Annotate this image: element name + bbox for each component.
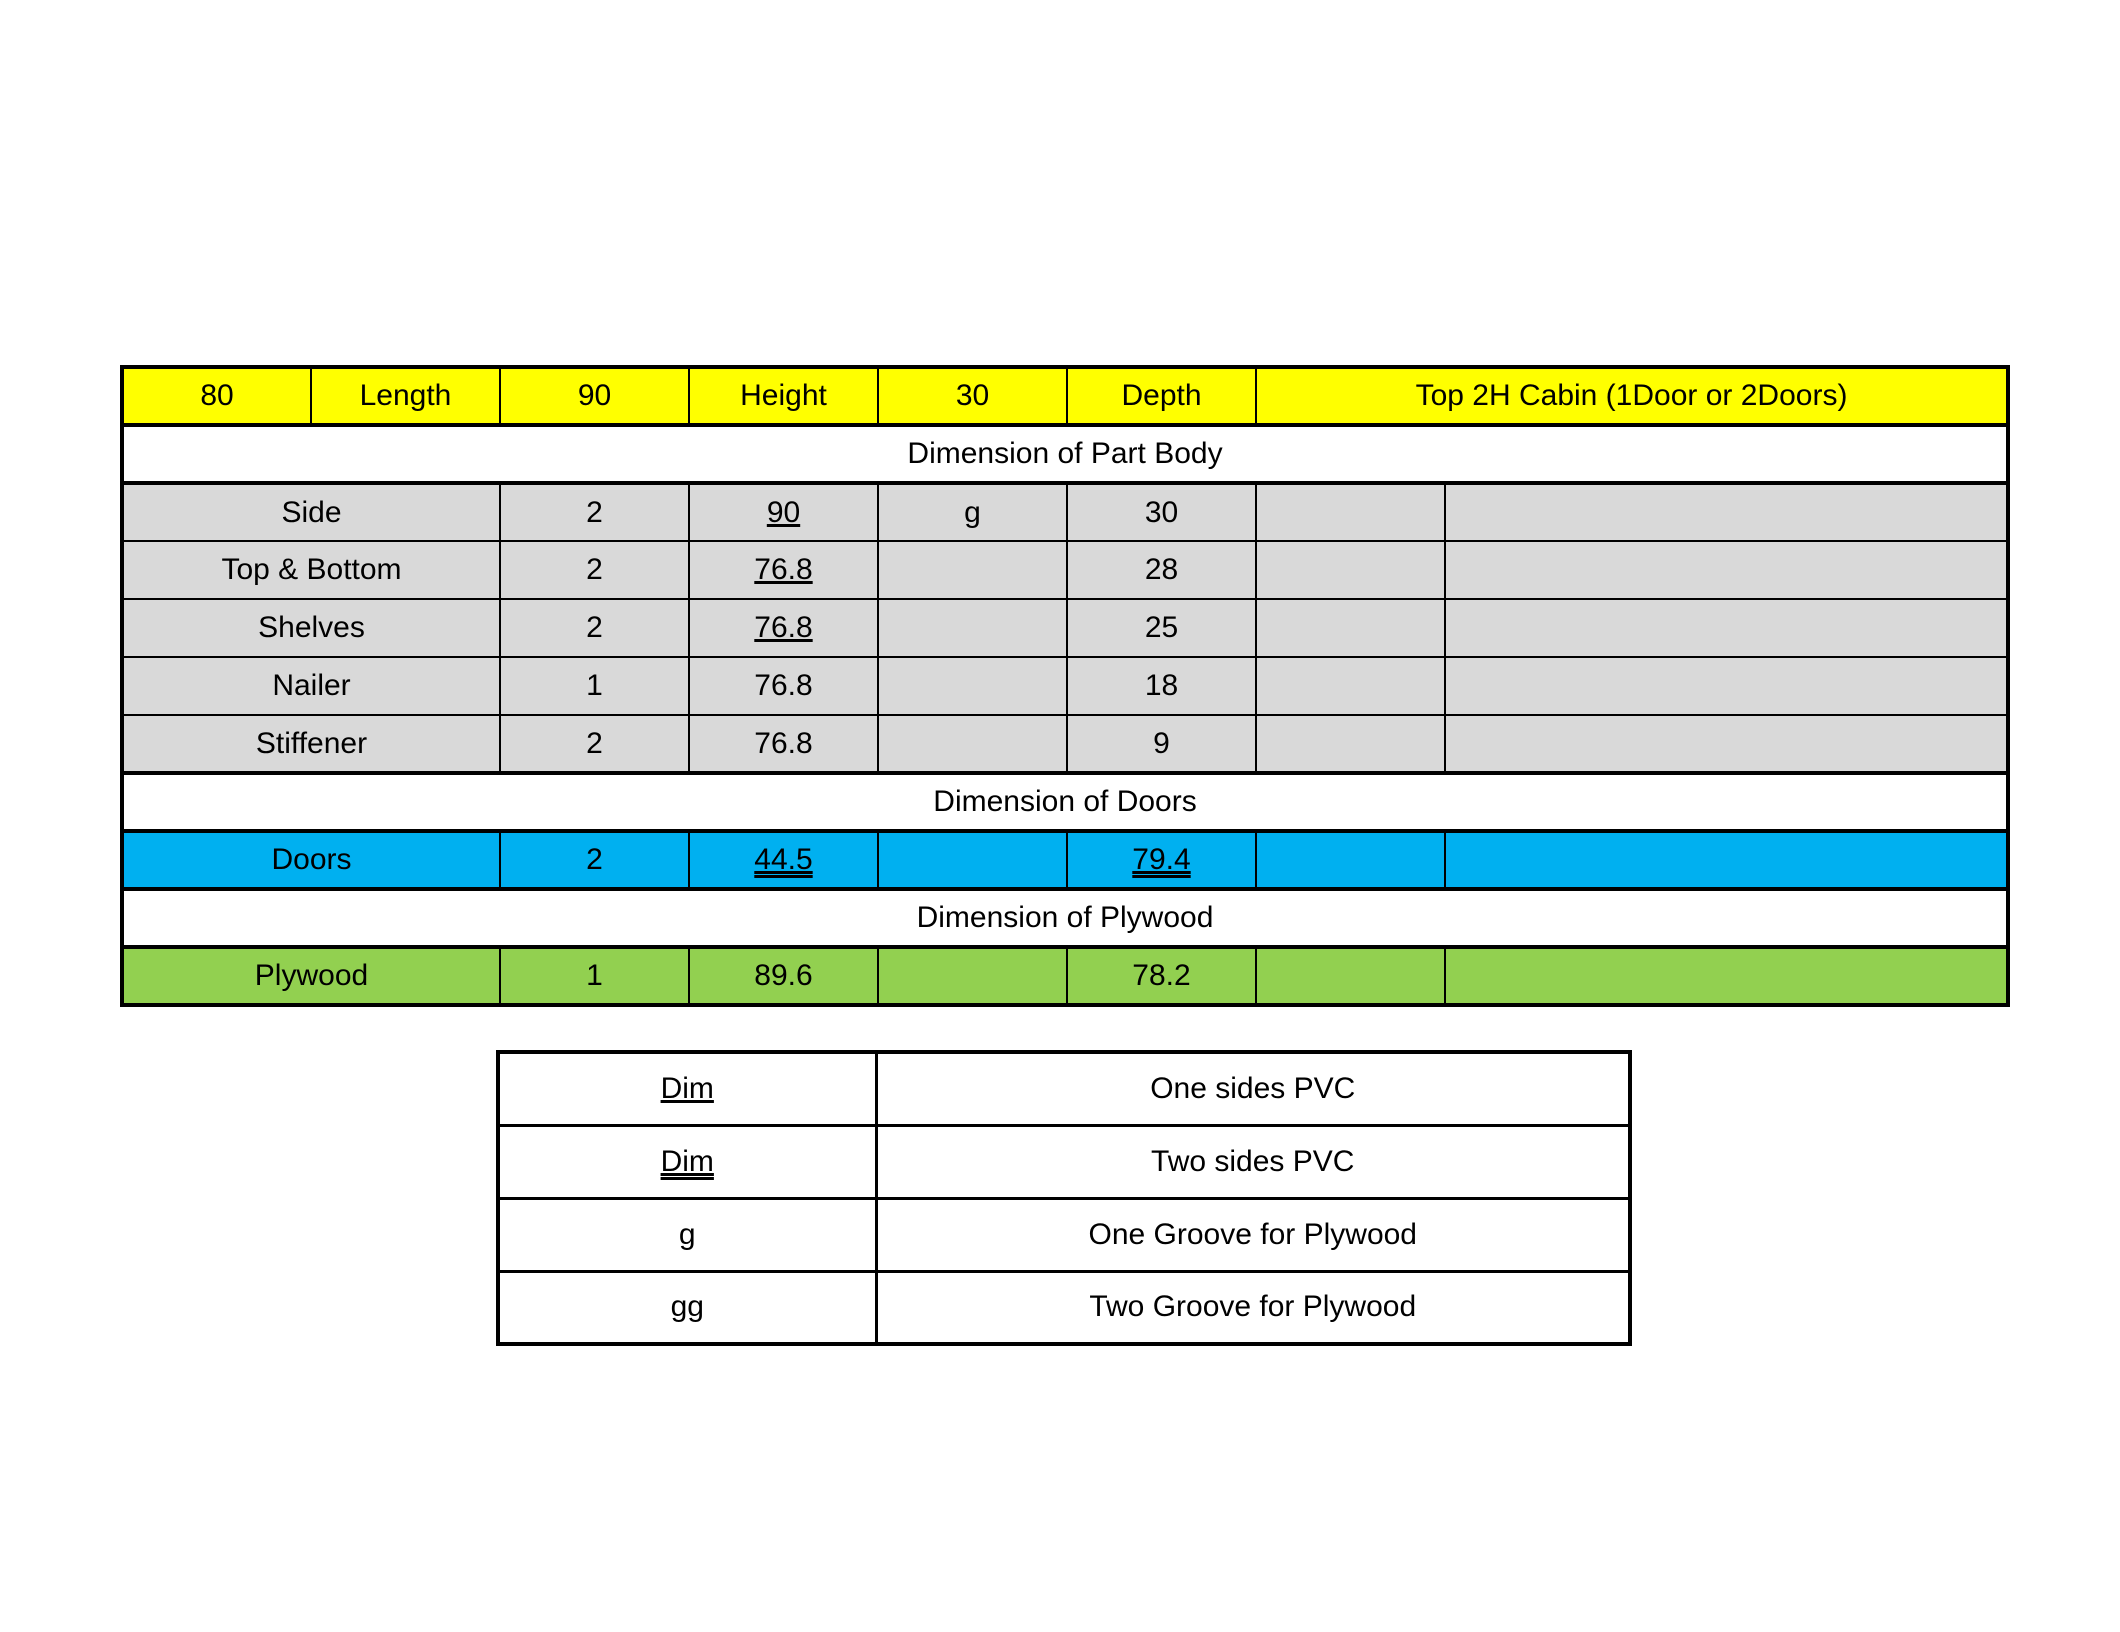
part-name-cell: Shelves [122,599,500,657]
depth-value-cell: 30 [878,367,1067,425]
table-row [122,715,2008,773]
empty-cell [1256,831,1445,889]
groove-mark-cell [878,657,1067,715]
empty-cell [1256,599,1445,657]
groove-mark-cell [878,831,1067,889]
plywood-row [122,947,2008,1005]
length-value-cell: 80 [122,367,311,425]
legend-row [498,1271,1630,1344]
legend-row [498,1052,1630,1125]
legend-desc-cell: One Groove for Plywood [876,1198,1630,1271]
legend-table [496,1050,1632,1346]
cabinet-cut-list-table [120,365,2010,1007]
groove-mark-cell [878,599,1067,657]
qty-cell: 2 [500,831,689,889]
dim2-cell: 9 [1067,715,1256,773]
dim1-cell: 76.8 [689,541,878,599]
empty-cell [1445,715,2008,773]
table-row [122,541,2008,599]
dim1-cell: 76.8 [689,657,878,715]
dim2-cell: 78.2 [1067,947,1256,1005]
qty-cell: 2 [500,541,689,599]
legend-key-cell: Dim [498,1125,876,1198]
dim2-cell: 28 [1067,541,1256,599]
empty-cell [1256,947,1445,1005]
part-name-cell: Doors [122,831,500,889]
legend-row [498,1125,1630,1198]
empty-cell [1445,483,2008,541]
table-row [122,657,2008,715]
part-name-cell: Top & Bottom [122,541,500,599]
groove-mark-cell: g [878,483,1067,541]
section-doors-row [122,773,2008,831]
dim1-cell: 76.8 [689,715,878,773]
qty-cell: 1 [500,657,689,715]
table-row [122,599,2008,657]
length-label-cell: Length [311,367,500,425]
cabinet-title-cell: Top 2H Cabin (1Door or 2Doors) [1256,367,2008,425]
empty-cell [1256,657,1445,715]
legend-key-cell: g [498,1198,876,1271]
qty-cell: 2 [500,715,689,773]
doors-row [122,831,2008,889]
groove-mark-cell [878,541,1067,599]
dimensions-header-row [122,367,2008,425]
part-name-cell: Plywood [122,947,500,1005]
empty-cell [1256,483,1445,541]
height-value-cell: 90 [500,367,689,425]
empty-cell [1445,947,2008,1005]
dim1-cell: 76.8 [689,599,878,657]
dim2-cell: 30 [1067,483,1256,541]
empty-cell [1256,715,1445,773]
legend-desc-cell: Two Groove for Plywood [876,1271,1630,1344]
qty-cell: 2 [500,483,689,541]
empty-cell [1445,541,2008,599]
qty-cell: 1 [500,947,689,1005]
section-part-body-row [122,425,2008,483]
legend-desc-cell: Two sides PVC [876,1125,1630,1198]
dim2-cell: 79.4 [1067,831,1256,889]
part-name-cell: Side [122,483,500,541]
empty-cell [1445,657,2008,715]
empty-cell [1445,831,2008,889]
dim2-cell: 25 [1067,599,1256,657]
dim1-cell: 89.6 [689,947,878,1005]
part-name-cell: Stiffener [122,715,500,773]
dim1-cell: 90 [689,483,878,541]
part-name-cell: Nailer [122,657,500,715]
table-row [122,483,2008,541]
legend-desc-cell: One sides PVC [876,1052,1630,1125]
section-doors-title: Dimension of Doors [122,773,2008,831]
groove-mark-cell [878,947,1067,1005]
groove-mark-cell [878,715,1067,773]
empty-cell [1256,541,1445,599]
empty-cell [1445,599,2008,657]
section-plywood-title: Dimension of Plywood [122,889,2008,947]
qty-cell: 2 [500,599,689,657]
dim2-cell: 18 [1067,657,1256,715]
dim1-cell: 44.5 [689,831,878,889]
section-plywood-row [122,889,2008,947]
section-part-body-title: Dimension of Part Body [122,425,2008,483]
legend-key-cell: Dim [498,1052,876,1125]
height-label-cell: Height [689,367,878,425]
legend-key-cell: gg [498,1271,876,1344]
legend-row [498,1198,1630,1271]
depth-label-cell: Depth [1067,367,1256,425]
